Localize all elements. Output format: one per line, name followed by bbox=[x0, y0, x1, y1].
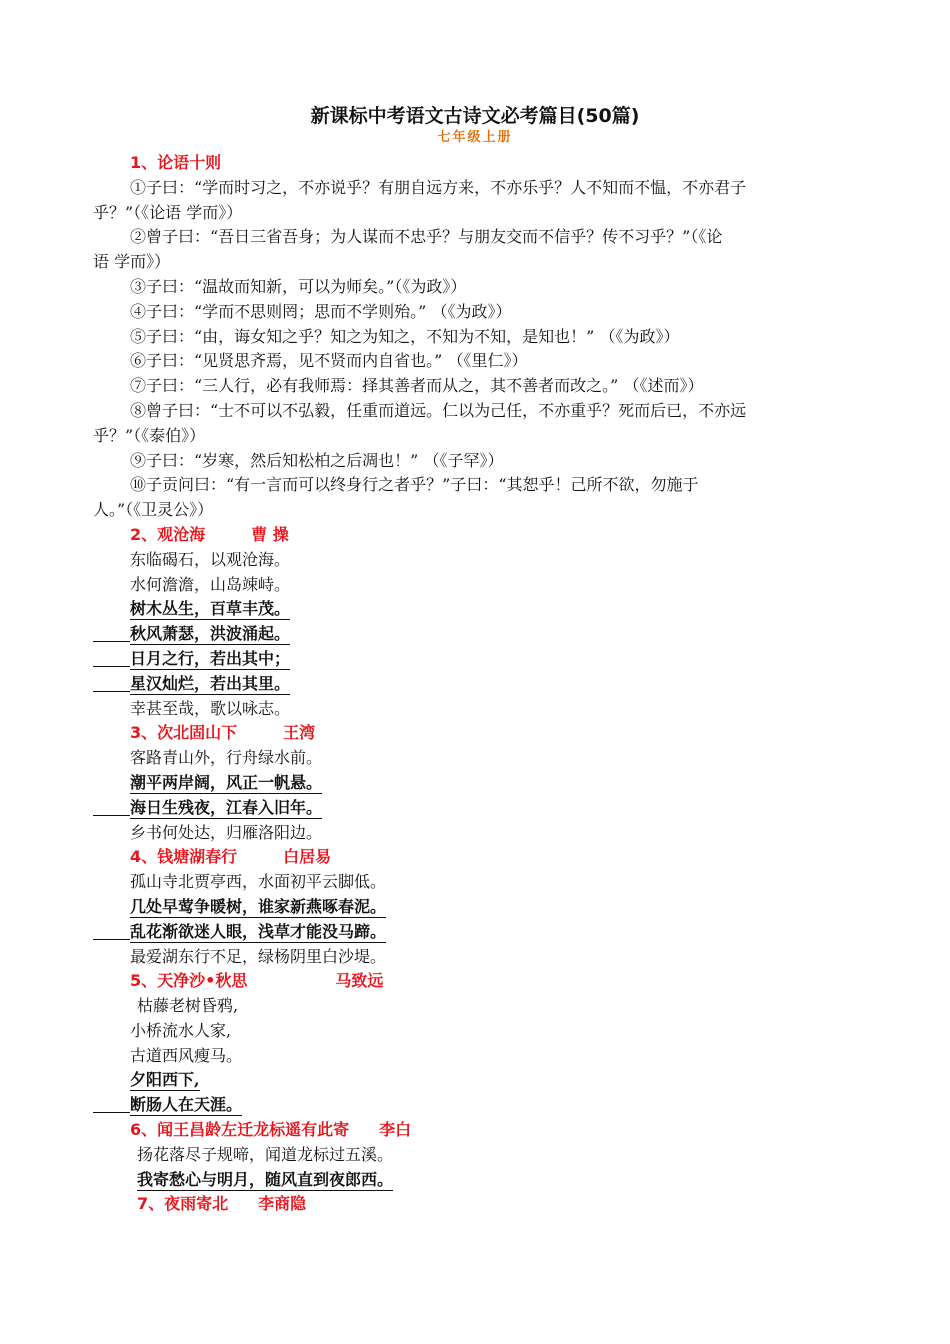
poem-line: 枯藤老树昏鸦, bbox=[137, 996, 239, 1016]
section-author: 王湾 bbox=[283, 723, 316, 743]
section-author: 马致远 bbox=[335, 971, 384, 991]
poem-line: 孤山寺北贾亭西，水面初平云脚低。 bbox=[130, 872, 387, 892]
analects-line: ⑩子贡问曰：“有一言而可以终身行之者乎？”子曰：“其恕乎！己所不欲，勿施于 bbox=[130, 475, 699, 495]
analects-line: ⑧曾子曰：“士不可以不弘毅，任重而道远。仁以为己任，不亦重乎？死而后已，不亦远 bbox=[130, 400, 747, 420]
section-author: 李白 bbox=[379, 1120, 412, 1140]
poem-line-key: 星汉灿烂，若出其里。 bbox=[93, 672, 863, 697]
poem-line: 古道西风瘦马。 bbox=[130, 1045, 243, 1065]
document-title: 新课标中考语文古诗文必考篇目(50篇) bbox=[310, 105, 640, 127]
analects-line: 乎？”（《泰伯》） bbox=[93, 425, 206, 445]
poem-line: 客路青山外，行舟绿水前。 bbox=[130, 748, 323, 768]
section-heading-5: 5、天净沙•秋思 马致远 bbox=[130, 971, 384, 991]
section-author: 曹 操 bbox=[251, 524, 289, 544]
analects-line: 语 学而》） bbox=[93, 252, 171, 272]
analects-line: ①子曰：“学而时习之，不亦说乎？有朋自远方来，不亦乐乎？人不知而不愠，不亦君子 bbox=[130, 177, 747, 197]
analects-line: ⑤子曰：“由，诲女知之乎？知之为知之，不知为不知，是知也！” （《为政》） bbox=[130, 326, 680, 346]
poem-line-key: 秋风萧瑟，洪波涌起。 bbox=[93, 622, 863, 647]
document-subtitle: 七年级上册 bbox=[437, 130, 513, 145]
poem-line-key: 日月之行，若出其中； bbox=[93, 647, 863, 672]
poem-line: 小桥流水人家, bbox=[130, 1020, 232, 1040]
analects-line: 人。”（《卫灵公》） bbox=[93, 500, 214, 520]
poem-line: 水何澹澹，山岛竦峙。 bbox=[130, 574, 291, 594]
section-heading-3: 3、次北固山下 王湾 bbox=[130, 723, 316, 743]
poem-line-key: 树木丛生，百草丰茂。 bbox=[130, 599, 291, 619]
section-heading-4: 4、钱塘湖春行 白居易 bbox=[130, 847, 332, 867]
analects-line: ②曾子曰：“吾日三省吾身；为人谋而不忠乎？与朋友交而不信乎？传不习乎？”（《论 bbox=[130, 227, 723, 247]
analects-line: ③子曰：“温故而知新，可以为师矣。”（《为政》） bbox=[130, 276, 467, 296]
analects-line: 乎？”（《论语 学而》） bbox=[93, 202, 243, 222]
poem-line-key: 海日生残夜，江春入旧年。 bbox=[93, 796, 863, 821]
analects-line: ⑦子曰：“三人行，必有我师焉：择其善者而从之，其不善者而改之。” （《述而》） bbox=[130, 376, 704, 396]
poem-line: 幸甚至哉，歌以咏志。 bbox=[130, 698, 291, 718]
poem-line: 乡书何处达，归雁洛阳边。 bbox=[130, 822, 323, 842]
poem-line-key: 几处早莺争暖树，谁家新燕啄春泥。 bbox=[130, 896, 387, 916]
poem-line: 东临碣石，以观沧海。 bbox=[130, 549, 291, 569]
poem-line-key: 潮平两岸阔，风正一帆悬。 bbox=[130, 772, 323, 792]
poem-line-key: 断肠人在天涯。 bbox=[93, 1093, 863, 1118]
poem-line-key: 夕阳西下, bbox=[130, 1070, 200, 1090]
poem-line: 扬花落尽子规啼，闻道龙标过五溪。 bbox=[137, 1144, 394, 1164]
analects-line: ⑨子曰：“岁寒，然后知松柏之后凋也！” （《子罕》） bbox=[130, 450, 504, 470]
section-heading-6: 6、闻王昌龄左迁龙标遥有此寄 李白 bbox=[130, 1120, 412, 1140]
section-heading-7: 7、夜雨寄北 李商隐 bbox=[137, 1194, 307, 1214]
section-heading-1: 1、论语十则 bbox=[130, 153, 222, 172]
analects-line: ⑥子曰：“见贤思齐焉，见不贤而内自省也。” （《里仁》） bbox=[130, 351, 528, 371]
section-author: 白居易 bbox=[283, 847, 332, 867]
section-author: 李商隐 bbox=[258, 1194, 307, 1214]
poem-line-key: 乱花渐欲迷人眼，浅草才能没马蹄。 bbox=[93, 920, 863, 945]
section-heading-2: 2、观沧海 曹 操 bbox=[130, 524, 289, 544]
analects-line: ④子曰：“学而不思则罔；思而不学则殆。” （《为政》） bbox=[130, 301, 512, 321]
document-body bbox=[93, 151, 863, 1217]
poem-line-key: 我寄愁心与明月，随风直到夜郎西。 bbox=[137, 1169, 394, 1189]
poem-line: 最爱湖东行不足，绿杨阴里白沙堤。 bbox=[130, 946, 387, 966]
